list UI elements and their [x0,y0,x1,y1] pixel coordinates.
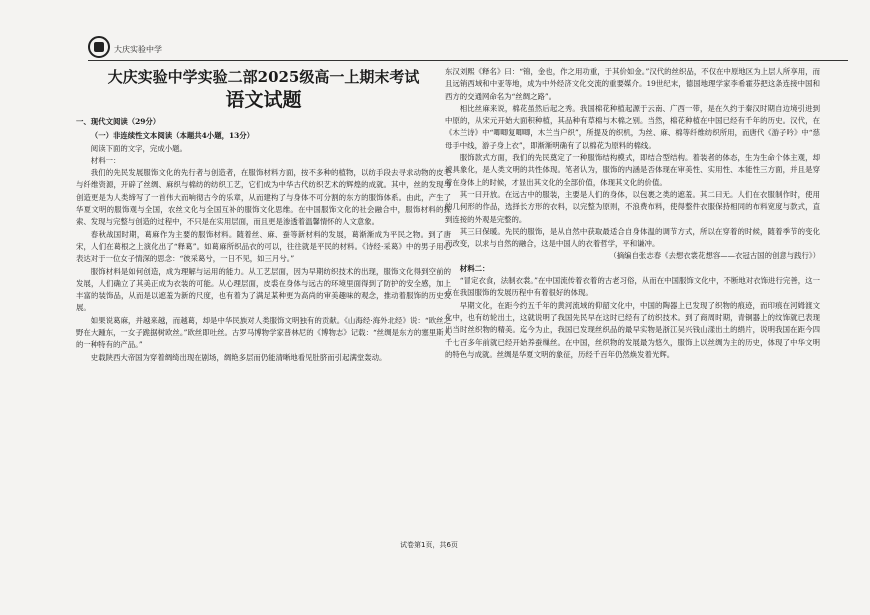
exam-subtitle: 语文试题 [225,89,302,111]
paragraph: 其三曰保暖。先民的服饰，是从自然中获取最适合自身体温的调节方式，所以在穿着的时候，随着季节的变化而改变，以求与自然的融合，这是中国人的衣着哲学，平和谦冲。 [445,226,820,249]
left-column [76,66,451,364]
page-footer: 试卷第1页，共6页 [400,541,458,549]
page-header [88,38,848,61]
paragraph: 东汉刘熙《释名》曰：“锦，金也，作之用功重，于其价如金。”汉代的丝织品，不仅在中原地区为上层人所享用，而且远销西域和中亚等地，成为中外经济文化交流的重要媒介。19世纪末，德国地理学家李希霍芬把这条连接中国和西方的交通网命名为“丝绸之路”。 [445,67,820,101]
material-label: 材料二： [459,263,490,273]
paragraph: “冒定衣食，法制衣裳。”在中国流传着衣着的古老习俗，从而在中国服饰文化中，不断地对衣饰进行完善，这一点在我国服饰的发展历程中有着很好的体现。 [445,276,820,298]
exam-title: 大庆实验中学实验二部2025级高一上期末考试 [107,68,420,86]
paragraph: 史载陕西大帝国为穿着绸绮出现在剧场，绸艳多层而仍能清晰地看见肚脐而引起满堂轰动。 [90,352,387,362]
paragraph: 我们的先民发展服饰文化的先行者与创造者，在服饰材料方面，按不多种的植物，以纺手段去寻求动物的皮毛与纤维资源，开辟了丝绸、麻织与棉纺的纺织工艺，它们成为中华古代纺织艺术的辉煌的成就。其中，丝的发现与创造更是为人类缔写了一首伟大而响彻古今的乐章，从而建构了与身体不可分割的东方的服饰体系。由此，产生了华夏文明的服饰观与全国，农丝文化与全国互补的服饰文化思维。在中国服饰文化的社会融合中，服饰材料的探索、发现与完整与创造的过程中，不只是在实用层面，而且更是渗透着温馨情怀的人文意象。 [76,168,451,227]
paragraph: 其一曰开放。在远古中的服装，主要是人们的身体，以包裹之类的遮羞。其二曰无。人们在衣服制作时，使用的几何形的作品，选择长方形的衣料，以完整为原则，不浪费布料，使得整件衣服保持相同的布料宽度与款式，直到连接的外观是完整的。 [445,189,820,224]
paragraph: 相比丝麻来说，棉花虽然后起之秀。我国棉花种植起源于云南、广西一带，是在久约于秦汉时期自边境引进到中原的，从宋元开始大面积种植，其品种有草棉与木棉之别。当然，棉花种植在中国已经有千年的历史。汉代，在《木兰诗》中“唧唧复唧唧，木兰当户织”，所提及的织机，为丝、麻、棉等纤维纺织所用，而唐代《游子吟》中“慈母手中线，游子身上衣”，即渐渐明确有了以棉花为原料的棉线。 [445,103,820,150]
paragraph: 春秋战国时期，葛麻作为主要的服饰材料。随着丝、麻、蚕等新材料的发展，葛渐渐成为平民之物。到了唐宋，人们在葛根之上演化出了“释葛”。如葛麻所织品衣的可以，往往就是平民的材料。《诗经·采葛》中的男子用心表达对于一位女子情深的思念：“彼采葛兮，一日不见，如三月兮。” [76,229,451,264]
right-column [445,66,820,361]
section-heading: 一、现代文阅读（29分） [76,117,161,126]
school-logo-icon [88,36,110,58]
paragraph: 服饰材料是如何创造，成为理解与运用的能力。从工艺层面，因为早期纺织技术的出现，服饰文化得到空前的发展，人们确立了其美正成为衣装的可能。从心理层面，皮裘在身体与远古的环境里面得到了防护的安全感，加上丰富的装饰品，从而是以遮羞为新的尺度，也有着为了满足某种更为高尚的审美趣味的观念，推动着服饰的历史发展。 [76,266,451,313]
paragraph: 早期文化，在距今约五千年的黄河流域的仰韶文化中，中国的陶器上已发现了织物的痕迹，而印痕在河姆渡文化中，也有纺轮出土，这就说明了我国先民早在这时已经有了纺织技术。到了商周时期，青铜器上的纹饰就已表现出当时丝织物的精美。迄今为止，我国已发现丝织品的最早实物是浙江吴兴钱山漾出土的绢片，说明我国在距今四千七百多年前就已经开始养蚕缫丝。在中国，丝织物的发展最为悠久，服饰上以丝绸为主的历史，体现了中华文明的特色与成就。丝绸是华夏文明的象征，历经千百年仍然焕发着光辉。 [445,300,820,359]
paragraph: 如果说葛麻，并越来越，而越葛，却是中华民族对人类服饰文明独有的贡献。《山海经·海外北经》说：“欧丝之野在大踵东，一女子跪据树欧丝。”欧丝即吐丝。古罗马博物学家普林尼的《博物志》记载：“丝绸是东方的塞里斯人的一种特有的产品。” [76,315,451,350]
source-citation: （摘编自张志春《去想衣裳花想容——衣冠古国的创意与践行》） [609,251,820,261]
subsection-heading: （一）非连续性文本阅读（本题共4小题，13分） [90,131,255,141]
school-name: 大庆实验中学 [114,45,162,54]
instruction: 阅读下面的文字，完成小题。 [90,143,187,153]
material-label: 材料一： [90,155,121,165]
paragraph: 服饰款式方面，我们的先民奠定了一种服饰结构模式，即结合型结构。着装者的体态，生为生命个体主观，却被具象化，是人类文明的共性体现。笔者认为，服饰的内涵是否体现在审美性、实用性、本能性三方面，并且是穿着在身体上的时候，才显出其文化的全部价值，体现其文化的价值。 [445,153,820,187]
